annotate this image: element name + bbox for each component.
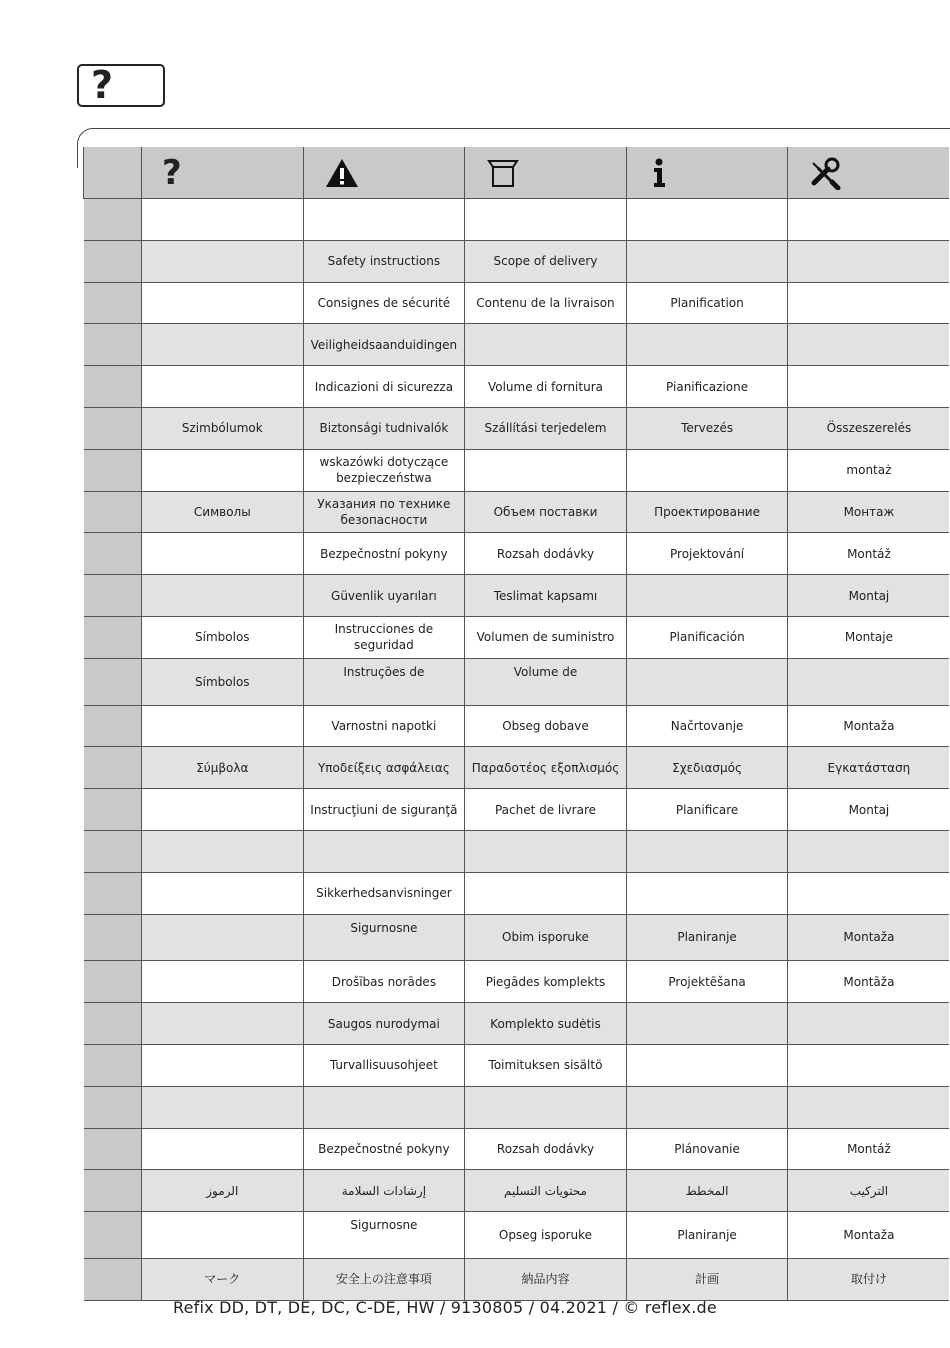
cell-scope-of-delivery: Объем поставки [465, 491, 627, 533]
row-index-cell [84, 1258, 142, 1300]
cell-scope-of-delivery: 納品内容 [465, 1258, 627, 1300]
row-index-cell [84, 1003, 142, 1045]
table-row [84, 575, 950, 617]
row-index-cell [84, 199, 142, 241]
wrench-screwdriver-icon [808, 156, 844, 190]
table-row [84, 747, 950, 789]
cell-symbols: Szimbólumok [142, 407, 304, 449]
cell-safety-instructions: Biztonsági tudnivalók [303, 407, 465, 449]
row-index-cell [84, 407, 142, 449]
cell-planning [626, 449, 788, 491]
cell-safety-instructions: Sikkerhedsanvisninger [303, 872, 465, 914]
header-safety [303, 147, 465, 199]
cell-planning [626, 658, 788, 705]
table-row [84, 961, 950, 1003]
cell-installation: Montaje [788, 616, 950, 658]
cell-installation: التركيب [788, 1170, 950, 1212]
table-row [84, 705, 950, 747]
cell-symbols [142, 1212, 304, 1259]
table-row [84, 872, 950, 914]
cell-scope-of-delivery: Volumen de suministro [465, 616, 627, 658]
cell-installation [788, 658, 950, 705]
header-row [84, 147, 950, 199]
cell-installation [788, 240, 950, 282]
table-row [84, 830, 950, 872]
cell-symbols [142, 1128, 304, 1170]
cell-planning: Projektování [626, 533, 788, 575]
cell-safety-instructions: Indicazioni di sicurezza [303, 366, 465, 408]
cell-planning: Projektēšana [626, 961, 788, 1003]
table-row [84, 1258, 950, 1300]
cell-safety-instructions [303, 830, 465, 872]
cell-scope-of-delivery: Volume di fornitura [465, 366, 627, 408]
cell-planning: Planiranje [626, 1212, 788, 1259]
row-index-cell [84, 491, 142, 533]
table-row [84, 1128, 950, 1170]
cell-safety-instructions: Drošības norādes [303, 961, 465, 1003]
row-index-cell [84, 789, 142, 831]
cell-safety-instructions: Safety instructions [303, 240, 465, 282]
cell-planning: المخطط [626, 1170, 788, 1212]
cell-installation: Montaj [788, 789, 950, 831]
cell-scope-of-delivery: Pachet de livrare [465, 789, 627, 831]
cell-installation [788, 1003, 950, 1045]
cell-planning [626, 199, 788, 241]
question-mark-icon: ? [162, 152, 182, 193]
cell-safety-instructions: Υποδείξεις ασφάλειας [303, 747, 465, 789]
cell-installation [788, 872, 950, 914]
row-index-cell [84, 1170, 142, 1212]
cell-safety-instructions: Consignes de sécurité [303, 282, 465, 324]
cell-safety-instructions: 安全上の注意事項 [303, 1258, 465, 1300]
cell-installation: Montaža [788, 705, 950, 747]
cell-installation: Montaj [788, 575, 950, 617]
box-icon [485, 156, 521, 190]
cell-symbols [142, 1044, 304, 1086]
header-planning [626, 147, 788, 199]
cell-planning [626, 240, 788, 282]
table-row [84, 282, 950, 324]
cell-scope-of-delivery: Volume de [465, 658, 627, 705]
cell-scope-of-delivery: Rozsah dodávky [465, 1128, 627, 1170]
cell-scope-of-delivery: Scope of delivery [465, 240, 627, 282]
cell-scope-of-delivery [465, 199, 627, 241]
cell-installation: 取付け [788, 1258, 950, 1300]
cell-scope-of-delivery: Szállítási terjedelem [465, 407, 627, 449]
cell-symbols [142, 282, 304, 324]
cell-scope-of-delivery: محتويات التسليم [465, 1170, 627, 1212]
cell-safety-instructions: Güvenlik uyarıları [303, 575, 465, 617]
cell-symbols [142, 575, 304, 617]
cell-symbols: الرموز [142, 1170, 304, 1212]
cell-installation: Montāža [788, 961, 950, 1003]
table-row [84, 366, 950, 408]
table-row [84, 240, 950, 282]
cell-installation [788, 1086, 950, 1128]
cell-safety-instructions: Veiligheidsaanduidingen [303, 324, 465, 366]
cell-planning: Planificación [626, 616, 788, 658]
info-icon [647, 156, 683, 190]
cell-planning: Tervezés [626, 407, 788, 449]
cell-symbols: マーク [142, 1258, 304, 1300]
cell-symbols: Símbolos [142, 658, 304, 705]
cell-installation [788, 830, 950, 872]
row-index-cell [84, 240, 142, 282]
cell-symbols [142, 961, 304, 1003]
row-index-cell [84, 1086, 142, 1128]
cell-safety-instructions: Sigurnosne [303, 1212, 465, 1259]
row-index-cell [84, 747, 142, 789]
cell-symbols [142, 1003, 304, 1045]
cell-installation [788, 366, 950, 408]
header-installation [788, 147, 950, 199]
cell-installation: Монтаж [788, 491, 950, 533]
table-row [84, 324, 950, 366]
cell-scope-of-delivery: Piegādes komplekts [465, 961, 627, 1003]
cell-scope-of-delivery: Toimituksen sisältö [465, 1044, 627, 1086]
cell-symbols [142, 449, 304, 491]
cell-scope-of-delivery [465, 1086, 627, 1128]
cell-safety-instructions: Sigurnosne [303, 914, 465, 961]
cell-symbols [142, 324, 304, 366]
cell-scope-of-delivery [465, 872, 627, 914]
row-index-cell [84, 872, 142, 914]
cell-symbols [142, 789, 304, 831]
cell-safety-instructions [303, 1086, 465, 1128]
table-row [84, 449, 950, 491]
row-index-cell [84, 658, 142, 705]
row-index-cell [84, 1044, 142, 1086]
table-row [84, 616, 950, 658]
row-index-cell [84, 914, 142, 961]
cell-planning: Σχεδιασμός [626, 747, 788, 789]
question-mark-icon: ? [91, 63, 114, 107]
cell-safety-instructions: Instruções de [303, 658, 465, 705]
warning-icon [324, 156, 360, 190]
table-row [84, 491, 950, 533]
cell-planning: Проектирование [626, 491, 788, 533]
cell-scope-of-delivery: Opseg isporuke [465, 1212, 627, 1259]
translation-table [83, 147, 949, 1301]
cell-scope-of-delivery [465, 449, 627, 491]
cell-safety-instructions: Instrucciones de seguridad [303, 616, 465, 658]
row-index-cell [84, 449, 142, 491]
cell-safety-instructions: Turvallisuusohjeet [303, 1044, 465, 1086]
cell-symbols [142, 199, 304, 241]
cell-planning: 計画 [626, 1258, 788, 1300]
cell-safety-instructions: Saugos nurodymai [303, 1003, 465, 1045]
table-row [84, 914, 950, 961]
cell-symbols [142, 366, 304, 408]
cell-installation: Montaža [788, 1212, 950, 1259]
cell-planning [626, 1044, 788, 1086]
cell-installation: Εγκατάσταση [788, 747, 950, 789]
cell-scope-of-delivery: Obseg dobave [465, 705, 627, 747]
cell-symbols [142, 830, 304, 872]
cell-symbols [142, 705, 304, 747]
row-index-cell [84, 366, 142, 408]
cell-symbols [142, 240, 304, 282]
cell-installation: montaż [788, 449, 950, 491]
table-row [84, 1086, 950, 1128]
header-delivery [465, 147, 627, 199]
table-row [84, 533, 950, 575]
cell-symbols [142, 533, 304, 575]
cell-planning [626, 575, 788, 617]
cell-installation [788, 199, 950, 241]
cell-planning: Pianificazione [626, 366, 788, 408]
cell-planning: Plánovanie [626, 1128, 788, 1170]
cell-planning: Planiranje [626, 914, 788, 961]
cell-planning: Planification [626, 282, 788, 324]
cell-planning [626, 324, 788, 366]
table-row [84, 199, 950, 241]
table-row [84, 1212, 950, 1259]
row-index-cell [84, 575, 142, 617]
cell-installation: Összeszerelés [788, 407, 950, 449]
cell-scope-of-delivery: Contenu de la livraison [465, 282, 627, 324]
cell-planning: Načrtovanje [626, 705, 788, 747]
header-symbols [142, 147, 304, 199]
row-index-cell [84, 282, 142, 324]
cell-installation [788, 282, 950, 324]
row-index-cell [84, 1128, 142, 1170]
row-index-cell [84, 616, 142, 658]
cell-scope-of-delivery [465, 830, 627, 872]
cell-symbols [142, 1086, 304, 1128]
cell-safety-instructions: Varnostni napotki [303, 705, 465, 747]
cell-safety-instructions: Instrucţiuni de siguranţă [303, 789, 465, 831]
cell-planning: Planificare [626, 789, 788, 831]
row-index-cell [84, 705, 142, 747]
table-row [84, 789, 950, 831]
cell-symbols [142, 914, 304, 961]
table-row [84, 1044, 950, 1086]
cell-planning [626, 872, 788, 914]
row-index-cell [84, 961, 142, 1003]
cell-symbols: Символы [142, 491, 304, 533]
document-footer: Refix DD, DT, DE, DC, C-DE, HW / 9130805 / 04.2021 / © reflex.de [173, 1298, 717, 1317]
cell-symbols [142, 872, 304, 914]
cell-planning [626, 830, 788, 872]
cell-safety-instructions: Bezpečnostné pokyny [303, 1128, 465, 1170]
row-index-cell [84, 324, 142, 366]
header-index-cell [84, 147, 142, 199]
cell-installation: Montáž [788, 1128, 950, 1170]
cell-planning [626, 1003, 788, 1045]
section-symbol-box [77, 64, 165, 107]
cell-installation [788, 324, 950, 366]
table-row [84, 407, 950, 449]
table-row [84, 658, 950, 705]
cell-scope-of-delivery: Rozsah dodávky [465, 533, 627, 575]
cell-installation [788, 1044, 950, 1086]
cell-scope-of-delivery: Teslimat kapsamı [465, 575, 627, 617]
table-row [84, 1170, 950, 1212]
cell-symbols: Σύμβολα [142, 747, 304, 789]
cell-scope-of-delivery: Obim isporuke [465, 914, 627, 961]
cell-safety-instructions: إرشادات السلامة [303, 1170, 465, 1212]
row-index-cell [84, 533, 142, 575]
cell-scope-of-delivery: Komplekto sudėtis [465, 1003, 627, 1045]
row-index-cell [84, 1212, 142, 1259]
cell-safety-instructions: wskazówki dotyczące bezpieczeństwa [303, 449, 465, 491]
cell-planning [626, 1086, 788, 1128]
cell-safety-instructions [303, 199, 465, 241]
cell-safety-instructions: Bezpečnostní pokyny [303, 533, 465, 575]
cell-scope-of-delivery: Παραδοτέος εξοπλισμός [465, 747, 627, 789]
cell-installation: Montáž [788, 533, 950, 575]
cell-safety-instructions: Указания по технике безопасности [303, 491, 465, 533]
row-index-cell [84, 830, 142, 872]
table-row [84, 1003, 950, 1045]
cell-scope-of-delivery [465, 324, 627, 366]
cell-symbols: Símbolos [142, 616, 304, 658]
cell-installation: Montaža [788, 914, 950, 961]
